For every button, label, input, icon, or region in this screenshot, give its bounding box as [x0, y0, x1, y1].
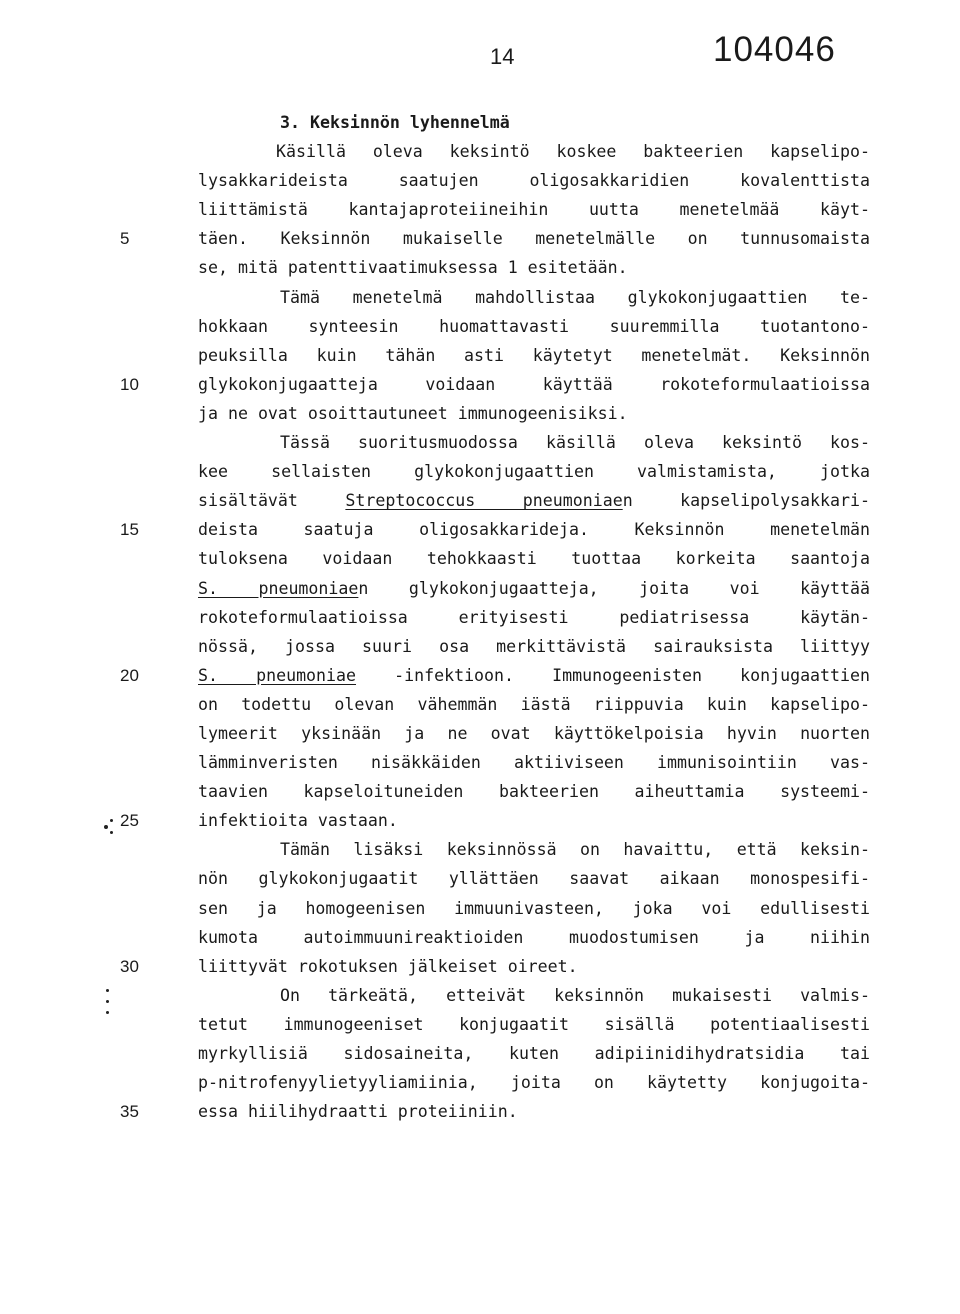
- scan-speck: [110, 819, 113, 822]
- species-name-underlined: S. pneumoniae: [198, 665, 357, 685]
- text-line: deista saatuja oligosakkarideja. Keksinnön menetelmän: [198, 520, 870, 540]
- text-line: p-nitrofenyylietyyliamiinia, joita on käytetty konjugoita-: [198, 1073, 870, 1093]
- document-body: [198, 108, 870, 1126]
- text-line: On tärkeätä, etteivät keksinnön mukaisesti valmis-: [280, 985, 870, 1005]
- line-number-5: 5: [120, 229, 130, 249]
- species-name-underlined: S. pneumoniae: [198, 578, 359, 598]
- text-line: myrkyllisiä sidosaineita, kuten adipiinidihydratsidia tai: [198, 1044, 870, 1063]
- text-line: se, mitä patenttivaatimuksessa 1 esitetään.: [198, 258, 628, 278]
- text-line: rokoteformulaatioissa erityisesti pediatrisessa käytän-: [198, 607, 870, 627]
- text-line: Tässä suoritusmuodossa käsillä oleva keksintö kos-: [280, 433, 870, 453]
- line-number-10: 10: [120, 374, 139, 394]
- text-line: liittämistä kantajaproteiineihin uutta menetelmää käyt-: [198, 200, 870, 220]
- page-number: 14: [490, 44, 515, 69]
- text-line: kumota autoimmuunireaktioiden muodostumisen ja niihin: [198, 927, 870, 947]
- text-line: täen. Keksinnön mukaiselle menetelmälle on tunnusomaista: [198, 229, 870, 249]
- text-line: [198, 486, 870, 515]
- scan-speck: [106, 1011, 109, 1014]
- scan-speck: [106, 989, 109, 992]
- text-fragment: -infektioon. Immunogeenisten konjugaattien: [356, 665, 870, 685]
- document-number: 104046: [713, 30, 836, 69]
- text-line: Tämän lisäksi keksinnössä on havaittu, että keksin-: [280, 840, 870, 860]
- text-line: liittyvät rokotuksen jälkeiset oireet.: [198, 956, 578, 976]
- text-line: nössä, jossa suuri osa merkittävistä sairauksista liittyy: [198, 636, 870, 656]
- text-line: glykokonjugaatteja voidaan käyttää rokoteformulaatioissa: [198, 374, 870, 394]
- text-line: Tämä menetelmä mahdollistaa glykokonjugaattien te-: [280, 287, 870, 307]
- text-line: hokkaan synteesin huomattavasti suuremmilla tuotantono-: [198, 316, 870, 336]
- scan-speck: [106, 1000, 109, 1003]
- text-fragment: n glykokonjugaatteja, joita voi käyttää: [358, 578, 870, 598]
- line-number-35: 35: [120, 1102, 139, 1122]
- text-line: tetut immunogeeniset konjugaatit sisällä potentiaalisesti: [198, 1014, 870, 1034]
- text-line: peuksilla kuin tähän asti käytetyt menetelmät. Keksinnön: [198, 345, 870, 365]
- text-line: infektioita vastaan.: [198, 811, 398, 831]
- text-line: taavien kapseloituneiden bakteerien aiheuttamia systeemi-: [198, 782, 870, 802]
- text-line: sen ja homogeenisen immuunivasteen, joka voi edullisesti: [198, 898, 870, 918]
- text-line: Käsillä oleva keksintö koskee bakteerien kapselipo-: [276, 142, 870, 162]
- section-heading: 3. Keksinnön lyhennelmä: [280, 113, 510, 132]
- scan-speck: [110, 831, 113, 834]
- text-line: lämminveristen nisäkkäiden aktiiviseen immunisointiin vas-: [198, 753, 870, 773]
- text-line: ja ne ovat osoittautuneet immunogeenisiksi.: [198, 403, 628, 423]
- text-line: on todettu olevan vähemmän iästä riippuvia kuin kapselipo-: [198, 694, 870, 714]
- line-number-20: 20: [120, 665, 139, 685]
- text-fragment: n kapselipolysakkari-: [622, 491, 870, 511]
- text-line: tuloksena voidaan tehokkaasti tuottaa korkeita saantoja: [198, 549, 870, 569]
- text-fragment: sisältävät: [198, 491, 346, 511]
- text-line: lysakkarideista saatujen oligosakkaridien kovalenttista: [198, 171, 870, 191]
- text-line: lymeerit yksinään ja ne ovat käyttökelpoisia hyvin nuorten: [198, 723, 870, 743]
- text-line: kee sellaisten glykokonjugaattien valmistamista, jotka: [198, 462, 870, 482]
- species-name-underlined: Streptococcus pneumoniae: [345, 491, 623, 511]
- text-line: [198, 574, 870, 603]
- line-number-25: 25: [120, 811, 139, 831]
- line-number-30: 30: [120, 956, 139, 976]
- text-line: essa hiilihydraatti proteiiniin.: [198, 1102, 518, 1122]
- text-line: nön glykokonjugaatit yllättäen saavat aikaan monospesifi-: [198, 869, 870, 889]
- line-number-15: 15: [120, 520, 139, 540]
- scan-speck: [104, 825, 108, 829]
- text-line: [198, 661, 870, 690]
